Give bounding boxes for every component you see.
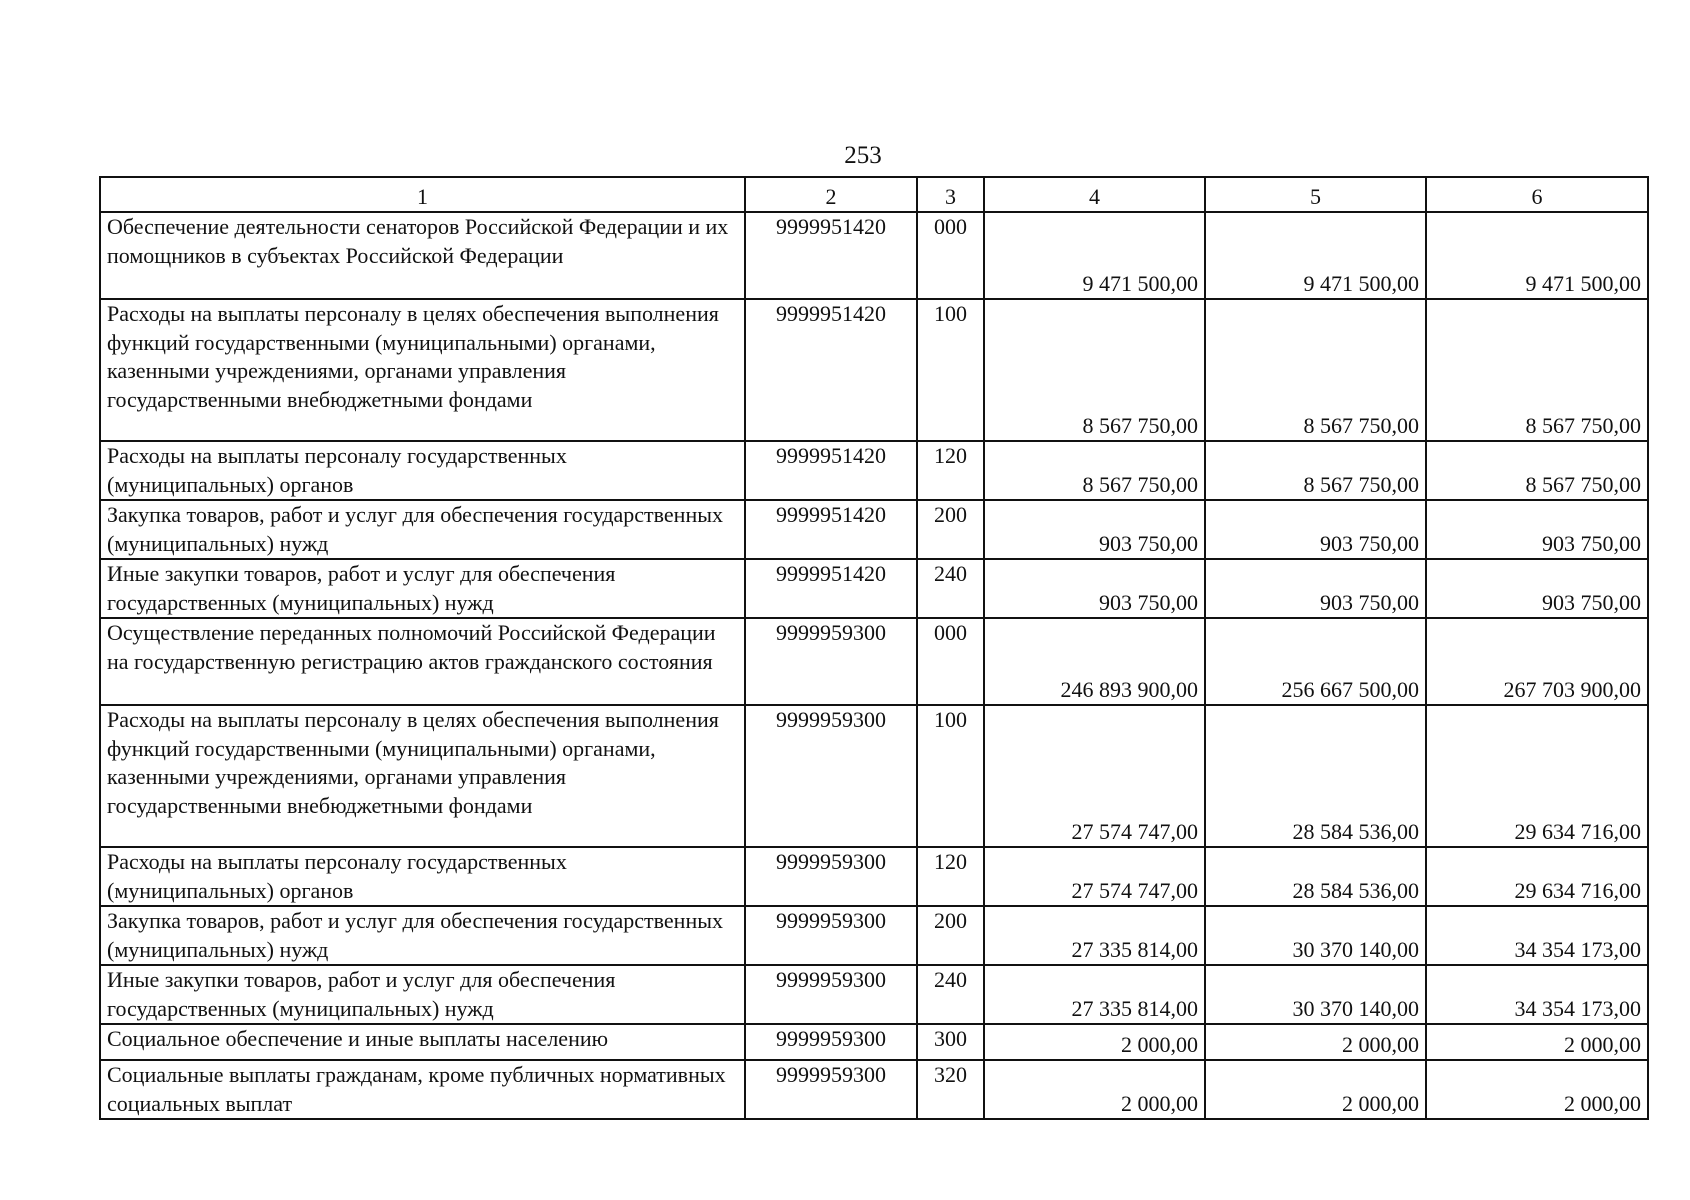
row-csr-code: 9999959300	[745, 1060, 917, 1119]
row-csr-code: 9999959300	[745, 705, 917, 847]
column-header: 6	[1426, 177, 1648, 212]
row-sum-4: 2 000,00	[984, 1060, 1205, 1119]
column-header: 2	[745, 177, 917, 212]
row-vr-code: 240	[917, 559, 984, 618]
row-sum-6: 9 471 500,00	[1426, 212, 1648, 299]
row-sum-5: 9 471 500,00	[1205, 212, 1426, 299]
row-vr-code: 300	[917, 1024, 984, 1060]
row-name: Обеспечение деятельности сенаторов Российской Федерации и их помощников в субъектах Российской Федерации	[100, 212, 745, 299]
row-vr-code: 000	[917, 618, 984, 705]
table-row	[100, 847, 1648, 906]
table-row	[100, 299, 1648, 441]
row-sum-5: 903 750,00	[1205, 500, 1426, 559]
row-sum-6: 2 000,00	[1426, 1024, 1648, 1060]
row-name: Закупка товаров, работ и услуг для обеспечения государственных (муниципальных) нужд	[100, 500, 745, 559]
row-vr-code: 120	[917, 441, 984, 500]
row-sum-6: 34 354 173,00	[1426, 965, 1648, 1024]
row-vr-code: 200	[917, 906, 984, 965]
table-row	[100, 441, 1648, 500]
table-row	[100, 965, 1648, 1024]
page-number: 253	[844, 142, 882, 169]
row-name: Осуществление переданных полномочий Российской Федерации на государственную регистрацию актов гражданского состояния	[100, 618, 745, 705]
row-csr-code: 9999959300	[745, 618, 917, 705]
row-csr-code: 9999951420	[745, 299, 917, 441]
row-sum-6: 34 354 173,00	[1426, 906, 1648, 965]
table-row	[100, 212, 1648, 299]
row-sum-4: 2 000,00	[984, 1024, 1205, 1060]
row-vr-code: 200	[917, 500, 984, 559]
row-sum-6: 903 750,00	[1426, 559, 1648, 618]
row-name: Социальное обеспечение и иные выплаты населению	[100, 1024, 745, 1060]
row-csr-code: 9999959300	[745, 906, 917, 965]
row-vr-code: 100	[917, 299, 984, 441]
row-sum-6: 8 567 750,00	[1426, 441, 1648, 500]
row-sum-4: 8 567 750,00	[984, 441, 1205, 500]
row-vr-code: 000	[917, 212, 984, 299]
row-name: Расходы на выплаты персоналу государственных (муниципальных) органов	[100, 847, 745, 906]
table-header-row	[100, 177, 1648, 212]
column-header: 3	[917, 177, 984, 212]
row-csr-code: 9999959300	[745, 965, 917, 1024]
row-sum-5: 28 584 536,00	[1205, 847, 1426, 906]
row-sum-5: 30 370 140,00	[1205, 965, 1426, 1024]
table-row	[100, 1024, 1648, 1060]
row-sum-4: 9 471 500,00	[984, 212, 1205, 299]
row-csr-code: 9999951420	[745, 559, 917, 618]
row-sum-4: 8 567 750,00	[984, 299, 1205, 441]
row-name: Иные закупки товаров, работ и услуг для обеспечения государственных (муниципальных) нужд	[100, 559, 745, 618]
row-csr-code: 9999959300	[745, 847, 917, 906]
row-vr-code: 320	[917, 1060, 984, 1119]
row-csr-code: 9999951420	[745, 500, 917, 559]
column-header: 5	[1205, 177, 1426, 212]
row-sum-4: 27 335 814,00	[984, 906, 1205, 965]
budget-table	[99, 176, 1649, 1120]
row-sum-6: 29 634 716,00	[1426, 705, 1648, 847]
row-sum-4: 903 750,00	[984, 500, 1205, 559]
column-header: 1	[100, 177, 745, 212]
table-row	[100, 500, 1648, 559]
row-sum-4: 27 574 747,00	[984, 705, 1205, 847]
row-name: Расходы на выплаты персоналу в целях обеспечения выполнения функций государственными (муниципальными) органами, казенными учреждениями, органами управления государственными внебюджетными фондами	[100, 299, 745, 441]
table-row	[100, 906, 1648, 965]
row-sum-5: 8 567 750,00	[1205, 441, 1426, 500]
row-vr-code: 120	[917, 847, 984, 906]
row-vr-code: 100	[917, 705, 984, 847]
row-name: Иные закупки товаров, работ и услуг для обеспечения государственных (муниципальных) нужд	[100, 965, 745, 1024]
row-sum-5: 903 750,00	[1205, 559, 1426, 618]
row-vr-code: 240	[917, 965, 984, 1024]
row-sum-4: 27 335 814,00	[984, 965, 1205, 1024]
table-row	[100, 705, 1648, 847]
row-name: Социальные выплаты гражданам, кроме публичных нормативных социальных выплат	[100, 1060, 745, 1119]
table-row	[100, 1060, 1648, 1119]
row-name: Расходы на выплаты персоналу государственных (муниципальных) органов	[100, 441, 745, 500]
row-sum-4: 246 893 900,00	[984, 618, 1205, 705]
row-sum-5: 8 567 750,00	[1205, 299, 1426, 441]
row-sum-5: 30 370 140,00	[1205, 906, 1426, 965]
row-sum-4: 903 750,00	[984, 559, 1205, 618]
row-sum-5: 28 584 536,00	[1205, 705, 1426, 847]
row-sum-5: 2 000,00	[1205, 1060, 1426, 1119]
row-name: Закупка товаров, работ и услуг для обеспечения государственных (муниципальных) нужд	[100, 906, 745, 965]
row-csr-code: 9999959300	[745, 1024, 917, 1060]
row-sum-6: 2 000,00	[1426, 1060, 1648, 1119]
table-row	[100, 559, 1648, 618]
row-csr-code: 9999951420	[745, 212, 917, 299]
row-sum-6: 267 703 900,00	[1426, 618, 1648, 705]
row-sum-5: 256 667 500,00	[1205, 618, 1426, 705]
row-sum-6: 29 634 716,00	[1426, 847, 1648, 906]
column-header: 4	[984, 177, 1205, 212]
row-csr-code: 9999951420	[745, 441, 917, 500]
row-sum-6: 8 567 750,00	[1426, 299, 1648, 441]
row-sum-6: 903 750,00	[1426, 500, 1648, 559]
table-row	[100, 618, 1648, 705]
row-name: Расходы на выплаты персоналу в целях обеспечения выполнения функций государственными (муниципальными) органами, казенными учреждениями, органами управления государственными внебюджетными фондами	[100, 705, 745, 847]
row-sum-4: 27 574 747,00	[984, 847, 1205, 906]
row-sum-5: 2 000,00	[1205, 1024, 1426, 1060]
